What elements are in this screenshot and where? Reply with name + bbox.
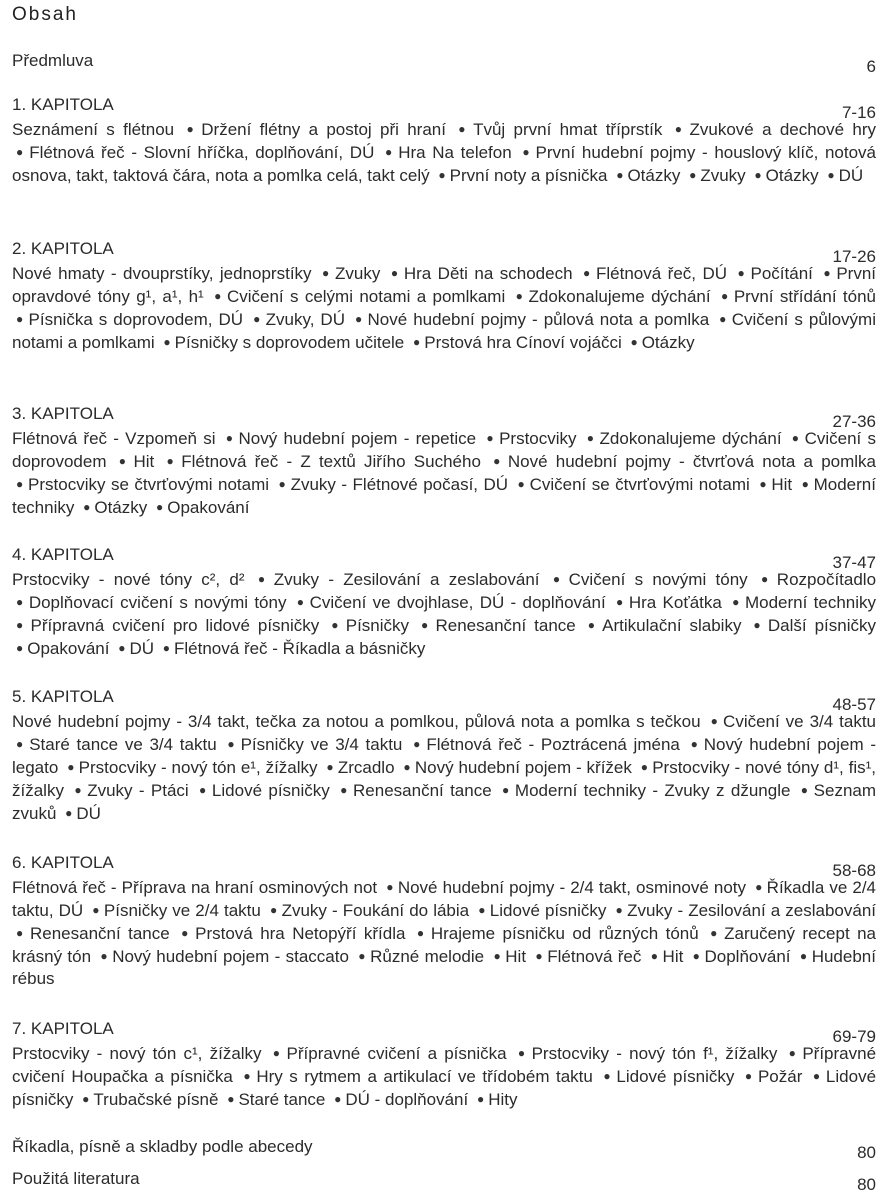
bullet-separator: ● [753, 618, 764, 632]
bullet-separator: ● [788, 1046, 799, 1060]
chapter-topic: Staré tance [238, 1090, 326, 1109]
chapter-topic: Flétnová řeč [547, 947, 642, 966]
bullet-separator: ● [615, 903, 624, 917]
chapter-topic: Zdokonalujeme dýchání [599, 429, 782, 448]
chapter-topic: Doplňovací cvičení s novými tóny [28, 593, 287, 612]
bullet-separator: ● [744, 1069, 754, 1083]
bullet-separator: ● [476, 1092, 485, 1106]
chapter-topic: Hit [505, 947, 527, 966]
chapter-topic: Nové hudební pojmy - půlová nota a pomlka [367, 310, 710, 329]
bullet-separator: ● [403, 760, 411, 774]
bullet-separator: ● [163, 335, 171, 349]
bullet-separator: ● [552, 572, 565, 586]
chapter-topic: Cvičení s novými tóny [568, 570, 748, 589]
chapter-topic: Hity [488, 1090, 518, 1109]
chapter-pages: 7-16 [841, 103, 876, 122]
chapter-contents [12, 118, 876, 187]
chapter-topic: Flétnová řeč - Vzpomeň si [12, 429, 216, 448]
chapter-topic: Staré tance ve 3/4 taktu [29, 735, 217, 754]
chapter-topic: Hry s rytmem a artikulací ve třídobém taktu [256, 1067, 593, 1086]
chapter-topic: Lidové písničky [489, 901, 607, 920]
chapter-topic: Nový hudební pojem - repetice [238, 429, 477, 448]
bullet-separator: ● [689, 168, 697, 182]
chapter-topic: Prstocviky - nový tón f¹, žížalky [531, 1044, 778, 1063]
chapter-topic: Nový hudební pojem - staccato [112, 947, 349, 966]
bullet-separator: ● [166, 454, 178, 468]
chapter-topic: Písničky ve 3/4 taktu [240, 735, 403, 754]
chapter-pages: 37-47 [832, 553, 876, 572]
chapter-topic: Hit [662, 947, 684, 966]
chapter-label: 2. KAPITOLA [12, 239, 114, 258]
bullet-separator: ● [583, 266, 592, 280]
chapter-topic: Cvičení s doprovodem [12, 429, 876, 471]
chapter-topic: Držení flétny a postoj při hraní [201, 120, 446, 139]
chapter-pages: 48-57 [832, 695, 876, 714]
bullet-separator: ● [603, 1069, 613, 1083]
bullet-separator: ● [181, 926, 192, 940]
chapter-topic: Hra Děti na schodech [403, 264, 573, 283]
bullet-separator: ● [16, 477, 25, 491]
bullet-separator: ● [458, 122, 470, 136]
bullet-separator: ● [710, 926, 721, 940]
chapter-topic: Hit [133, 452, 155, 471]
page-title: Obsah [12, 4, 78, 25]
chapter-contents [12, 262, 876, 354]
chapter-7 [12, 1018, 876, 1111]
chapter-topic: Zvuky - Ptáci [87, 781, 189, 800]
chapter-topic: Flétnová řeč - Poztrácená jména [426, 735, 680, 754]
chapter-topic: Prstocviky - nový tón c¹, žížalky [12, 1044, 262, 1063]
chapter-1 [12, 94, 876, 187]
chapter-topic: Opakování [27, 639, 110, 658]
bullet-separator: ● [243, 1069, 253, 1083]
appendix-pages: 80 [857, 1175, 876, 1194]
chapter-topic: Otázky [765, 166, 819, 185]
chapter-topic: Písničky ve 2/4 taktu [103, 901, 261, 920]
chapter-topic: Cvičení s půlovými notami a pomlkami [12, 310, 876, 352]
chapter-topic: Trubačské písně [93, 1090, 219, 1109]
chapter-contents [12, 568, 876, 660]
bullet-separator: ● [587, 618, 599, 632]
chapter-topic: Hrajeme písničku od různých tónů [430, 924, 699, 943]
bullet-separator: ● [272, 1046, 283, 1060]
chapter-topic: Flétnová řeč - Slovní hříčka, doplňování, DÚ [29, 143, 375, 162]
bullet-separator: ● [390, 266, 400, 280]
chapter-topic: Flétnová řeč, DÚ [596, 264, 728, 283]
bullet-separator: ● [186, 122, 198, 136]
bullet-separator: ● [674, 122, 686, 136]
bullet-separator: ● [755, 880, 763, 894]
chapter-topic: Počítání [750, 264, 813, 283]
appendix-pages: 80 [857, 1143, 876, 1162]
bullet-separator: ● [413, 737, 423, 751]
chapter-2 [12, 238, 876, 354]
bullet-separator: ● [227, 737, 237, 751]
bullet-separator: ● [16, 145, 26, 159]
chapter-topic: První noty a písnička [449, 166, 608, 185]
preface-entry [12, 50, 876, 76]
bullet-separator: ● [74, 783, 84, 797]
bullet-separator: ● [355, 312, 364, 326]
chapter-topic: Doplňování [704, 947, 791, 966]
appendix-label: Použitá literatura [12, 1169, 140, 1188]
chapter-topic: Zrcadlo [337, 758, 395, 777]
bullet-separator: ● [522, 145, 532, 159]
bullet-separator: ● [82, 1092, 90, 1106]
bullet-separator: ● [162, 641, 171, 655]
bullet-separator: ● [340, 783, 350, 797]
chapter-topic: První střídání tónů [733, 287, 876, 306]
bullet-separator: ● [719, 312, 728, 326]
chapter-topic: Nový hudební pojem - křížek [414, 758, 632, 777]
bullet-separator: ● [692, 949, 701, 963]
chapter-topic: Zvuky - Zesilování a zeslabování [273, 570, 540, 589]
chapter-topic: Písničky [345, 616, 410, 635]
chapter-pages: 58-68 [832, 861, 876, 880]
chapter-topic: Říkadla ve 2/4 taktu, DÚ [12, 878, 877, 920]
bullet-separator: ● [732, 595, 741, 609]
bullet-separator: ● [586, 431, 596, 445]
chapter-topic: Seznámení s flétnou [12, 120, 175, 139]
chapter-label: 5. KAPITOLA [12, 687, 114, 706]
chapter-contents [12, 710, 876, 825]
chapter-label: 4. KAPITOLA [12, 545, 114, 564]
bullet-separator: ● [517, 1046, 528, 1060]
chapter-topic: Zvuky [700, 166, 746, 185]
chapter-topic: Nové hmaty - dvouprstíky, jednoprstíky [12, 264, 312, 283]
chapter-5 [12, 686, 876, 825]
chapter-topic: Cvičení ve dvojhlase, DÚ - doplňování [309, 593, 606, 612]
chapter-contents [12, 876, 876, 990]
bullet-separator: ● [812, 1069, 822, 1083]
chapter-topic: Prstocviky - nové tóny c², d² [12, 570, 245, 589]
bullet-separator: ● [616, 595, 625, 609]
chapter-topic: Renesanční tance [435, 616, 576, 635]
bullet-separator: ● [720, 289, 730, 303]
chapter-topic: Cvičení se čtvrťovými notami [529, 475, 750, 494]
bullet-separator: ● [118, 641, 126, 655]
chapter-topic: Prstocviky - nové tóny d¹, fis¹, žížalky [12, 758, 876, 800]
chapter-topic: Zvuky - Foukání do lábia [281, 901, 470, 920]
chapter-topic: Přípravná cvičení pro lidové písničky [30, 616, 320, 635]
bullet-separator: ● [385, 145, 395, 159]
bullet-separator: ● [737, 266, 747, 280]
preface-pages: 6 [866, 57, 876, 76]
chapter-topic: Flétnová řeč - Říkadla a básničky [174, 639, 426, 658]
bullet-separator: ● [650, 949, 659, 963]
bullet-separator: ● [800, 783, 810, 797]
chapter-topic: Lidové písničky [12, 1067, 877, 1109]
chapter-4 [12, 544, 876, 660]
chapter-topic: Moderní techniky [12, 475, 876, 517]
chapter-topic: Otázky [641, 333, 695, 352]
bullet-separator: ● [331, 618, 342, 632]
bullet-separator: ● [253, 312, 262, 326]
chapter-topic: Otázky [94, 498, 148, 517]
chapter-topic: Lidové písničky [616, 1067, 735, 1086]
chapter-topic: Zvuky - Flétnové počasí, DÚ [290, 475, 509, 494]
bullet-separator: ● [278, 477, 287, 491]
bullet-separator: ● [535, 949, 544, 963]
chapter-topic: Tvůj první hmat tříprstík [473, 120, 663, 139]
chapter-topic: Rozpočítadlo [776, 570, 877, 589]
chapter-topic: Zvuky [335, 264, 381, 283]
chapter-topic: První opravdové tóny g¹, a¹, h¹ [12, 264, 877, 306]
chapter-topic: Nové hudební pojmy - čtvrťová nota a pomlka [507, 452, 877, 471]
chapter-6 [12, 852, 876, 990]
chapter-contents [12, 1042, 876, 1111]
bullet-separator: ● [225, 431, 235, 445]
bullet-separator: ● [322, 266, 332, 280]
chapter-topic: Prstová hra Cínoví vojáčci [424, 333, 622, 352]
chapter-3 [12, 403, 876, 519]
chapter-topic: Hra Na telefon [398, 143, 512, 162]
chapter-topic: DÚ - doplňování [345, 1090, 469, 1109]
bullet-separator: ● [413, 335, 421, 349]
chapter-topic: Prstocviky [499, 429, 577, 448]
chapter-topic: DÚ [76, 804, 101, 823]
chapter-pages: 69-79 [832, 1027, 876, 1046]
chapter-topic: Hra Koťátka [628, 593, 722, 612]
chapter-topic: Moderní techniky [744, 593, 877, 612]
chapter-label: 7. KAPITOLA [12, 1019, 114, 1038]
chapter-topic: Renesanční tance [353, 781, 492, 800]
bullet-separator: ● [156, 500, 164, 514]
bullet-separator: ● [827, 168, 835, 182]
appendix-label: Říkadla, písně a skladby podle abecedy [12, 1137, 313, 1156]
chapter-topic: DÚ [838, 166, 864, 185]
chapter-contents [12, 427, 876, 519]
bullet-separator: ● [199, 783, 208, 797]
chapter-topic: Požár [757, 1067, 803, 1086]
bullet-separator: ● [640, 760, 649, 774]
bullet-separator: ● [438, 168, 446, 182]
bullet-separator: ● [16, 641, 24, 655]
bullet-separator: ● [326, 760, 334, 774]
chapter-topic: Zvuky, DÚ [265, 310, 345, 329]
chapter-topic: Cvičení s celými notami a pomlkami [226, 287, 506, 306]
bullet-separator: ● [791, 431, 801, 445]
bullet-separator: ● [799, 949, 808, 963]
chapter-topic: DÚ [129, 639, 155, 658]
chapter-topic: Artikulační slabiky [602, 616, 742, 635]
bullet-separator: ● [16, 595, 25, 609]
bullet-separator: ● [690, 737, 700, 751]
chapter-label: 3. KAPITOLA [12, 404, 114, 423]
chapter-topic: Nové hudební pojmy - 2/4 takt, osminové noty [397, 878, 747, 897]
bullet-separator: ● [759, 477, 768, 491]
chapter-label: 1. KAPITOLA [12, 95, 114, 114]
chapter-topic: Lidové písničky [211, 781, 330, 800]
preface-label: Předmluva [12, 51, 94, 70]
chapter-topic: Otázky [627, 166, 681, 185]
appendix-entry [12, 1136, 876, 1162]
chapter-topic: Cvičení ve 3/4 taktu [723, 712, 877, 731]
bullet-separator: ● [493, 949, 502, 963]
bullet-separator: ● [801, 477, 810, 491]
chapter-topic: Moderní techniky - Zvuky z džungle [514, 781, 791, 800]
chapter-pages: 17-26 [832, 247, 876, 266]
chapter-topic: Různé melodie [370, 947, 485, 966]
chapter-topic: Písničky s doprovodem učitele [174, 333, 405, 352]
bullet-separator: ● [269, 903, 278, 917]
bullet-separator: ● [517, 477, 526, 491]
appendix-entry [12, 1168, 876, 1194]
bullet-separator: ● [92, 903, 100, 917]
bullet-separator: ● [16, 926, 26, 940]
bullet-separator: ● [358, 949, 367, 963]
bullet-separator: ● [486, 431, 496, 445]
chapter-topic: Renesanční tance [29, 924, 170, 943]
chapter-topic: Prstová hra Netopýří křídla [195, 924, 406, 943]
chapter-topic: Hudební rébus [12, 947, 876, 988]
bullet-separator: ● [710, 714, 720, 728]
chapter-topic: Flétnová řeč - Příprava na hraní osminových not [12, 878, 378, 897]
bullet-separator: ● [296, 595, 306, 609]
chapter-topic: Přípravné cvičení a písnička [286, 1044, 507, 1063]
chapter-topic: Zvukové a dechové hry [689, 120, 877, 139]
bullet-separator: ● [67, 760, 75, 774]
bullet-separator: ● [118, 454, 130, 468]
bullet-separator: ● [420, 618, 432, 632]
bullet-separator: ● [478, 903, 486, 917]
chapter-topic: Hit [771, 475, 793, 494]
bullet-separator: ● [386, 880, 394, 894]
bullet-separator: ● [616, 168, 624, 182]
chapter-topic: Prstocviky se čtvrťovými notami [28, 475, 270, 494]
chapter-topic: Flétnová řeč - Z textů Jiřího Suchého [181, 452, 481, 471]
bullet-separator: ● [493, 454, 504, 468]
bullet-separator: ● [16, 312, 25, 326]
chapter-topic: Zaručený recept na krásný tón [12, 924, 877, 966]
bullet-separator: ● [16, 618, 27, 632]
bullet-separator: ● [334, 1092, 342, 1106]
bullet-separator: ● [754, 168, 762, 182]
chapter-topic: První hudební pojmy - houslový klíč, notová osnova, takt, taktová čára, nota a pomlka celá, takt celý [12, 143, 876, 185]
bullet-separator: ● [416, 926, 427, 940]
chapter-topic: Zdokonalujeme dýchání [528, 287, 711, 306]
bullet-separator: ● [630, 335, 638, 349]
chapter-pages: 27-36 [832, 412, 876, 431]
chapter-label: 6. KAPITOLA [12, 853, 114, 872]
chapter-topic: Prstocviky - nový tón e¹, žížalky [78, 758, 318, 777]
chapter-topic: Nový hudební pojem - legato [12, 735, 876, 777]
bullet-separator: ● [515, 289, 525, 303]
chapter-topic: Další písničky [767, 616, 876, 635]
chapter-topic: Písnička s doprovodem, DÚ [28, 310, 244, 329]
bullet-separator: ● [823, 266, 833, 280]
bullet-separator: ● [502, 783, 511, 797]
bullet-separator: ● [83, 500, 91, 514]
bullet-separator: ● [214, 289, 223, 303]
bullet-separator: ● [65, 806, 73, 820]
chapter-topic: Přípravné cvičení Houpačka a písnička [12, 1044, 877, 1086]
bullet-separator: ● [227, 1092, 235, 1106]
bullet-separator: ● [257, 572, 270, 586]
chapter-topic: Seznam zvuků [12, 781, 877, 823]
chapter-topic: Zvuky - Zesilování a zeslabování [627, 901, 877, 920]
bullet-separator: ● [16, 737, 26, 751]
chapter-topic: Nové hudební pojmy - 3/4 takt, tečka za notou a pomlkou, půlová nota a pomlka s tečkou [12, 712, 701, 731]
bullet-separator: ● [760, 572, 773, 586]
chapter-topic: Opakování [167, 498, 250, 517]
bullet-separator: ● [100, 949, 109, 963]
